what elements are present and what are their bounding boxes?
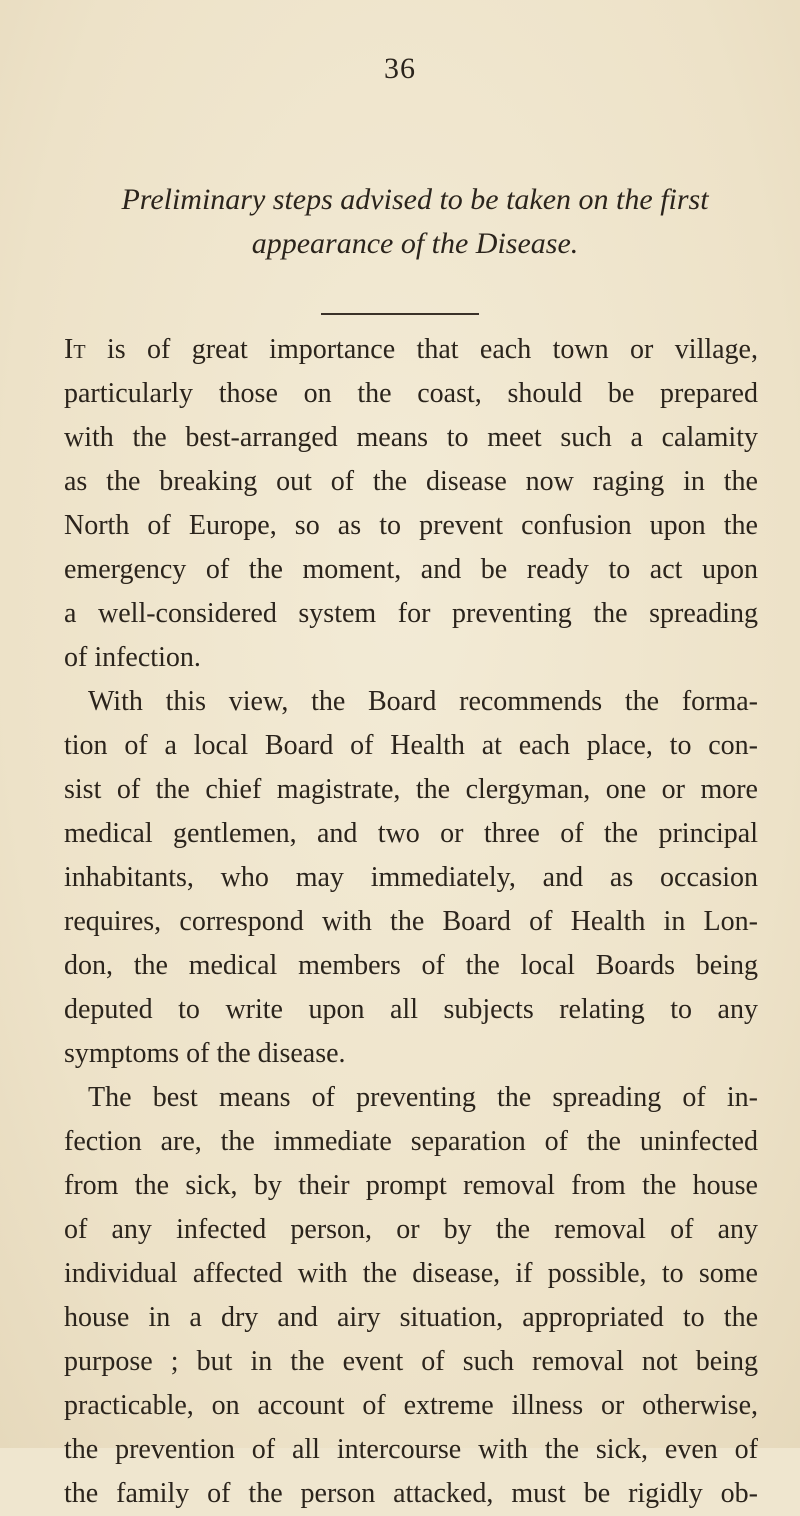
text-line: inhabitants, who may immediately, and as occasion (64, 862, 758, 893)
text-line: tion of a local Board of Health at each place, to con- (64, 730, 758, 761)
text-line: particularly those on the coast, should be prepared (64, 378, 758, 409)
text-line: North of Europe, so as to prevent confusion upon the (64, 510, 758, 541)
opening-word: It (64, 334, 86, 365)
section-heading (70, 178, 760, 266)
text-line: house in a dry and airy situation, appropriated to the (64, 1302, 758, 1333)
text-line: sist of the chief magistrate, the clergyman, one or more (64, 774, 758, 805)
text-line: deputed to write upon all subjects relating to any (64, 994, 758, 1025)
text-line: a well-considered system for preventing the spreading (64, 598, 758, 629)
text-line: fection are, the immediate separation of the uninfected (64, 1126, 758, 1157)
text-line: The best means of preventing the spreading of in- (88, 1082, 758, 1113)
text-line: as the breaking out of the disease now raging in the (64, 466, 758, 497)
text-line: medical gentlemen, and two or three of the principal (64, 818, 758, 849)
text-line: the family of the person attacked, must be rigidly ob- (64, 1478, 758, 1509)
text-line: of infection. (64, 642, 201, 673)
text-line: don, the medical members of the local Boards being (64, 950, 758, 981)
text-line: from the sick, by their prompt removal from the house (64, 1170, 758, 1201)
text-line: With this view, the Board recommends the forma- (88, 686, 758, 717)
text-line: the prevention of all intercourse with the sick, even of (64, 1434, 758, 1465)
text-line: with the best-arranged means to meet such a calamity (64, 422, 758, 453)
text-line: symptoms of the disease. (64, 1038, 346, 1069)
section-heading-line: appearance of the Disease. (251, 227, 579, 260)
page-number: 36 (384, 52, 416, 85)
text-line: of any infected person, or by the removal of any (64, 1214, 758, 1245)
text-line: practicable, on account of extreme illness or otherwise, (64, 1390, 758, 1421)
text-line: emergency of the moment, and be ready to act upon (64, 554, 758, 585)
section-heading-line: Preliminary steps advised to be taken on the first (121, 183, 709, 216)
heading-divider-rule (321, 313, 479, 315)
body-text (64, 328, 758, 1516)
text-line: It is of great importance that each town or village, (64, 334, 758, 365)
text-line: purpose ; but in the event of such removal not being (64, 1346, 758, 1377)
text-line: individual affected with the disease, if possible, to some (64, 1258, 758, 1289)
text-line: requires, correspond with the Board of Health in Lon- (64, 906, 758, 937)
